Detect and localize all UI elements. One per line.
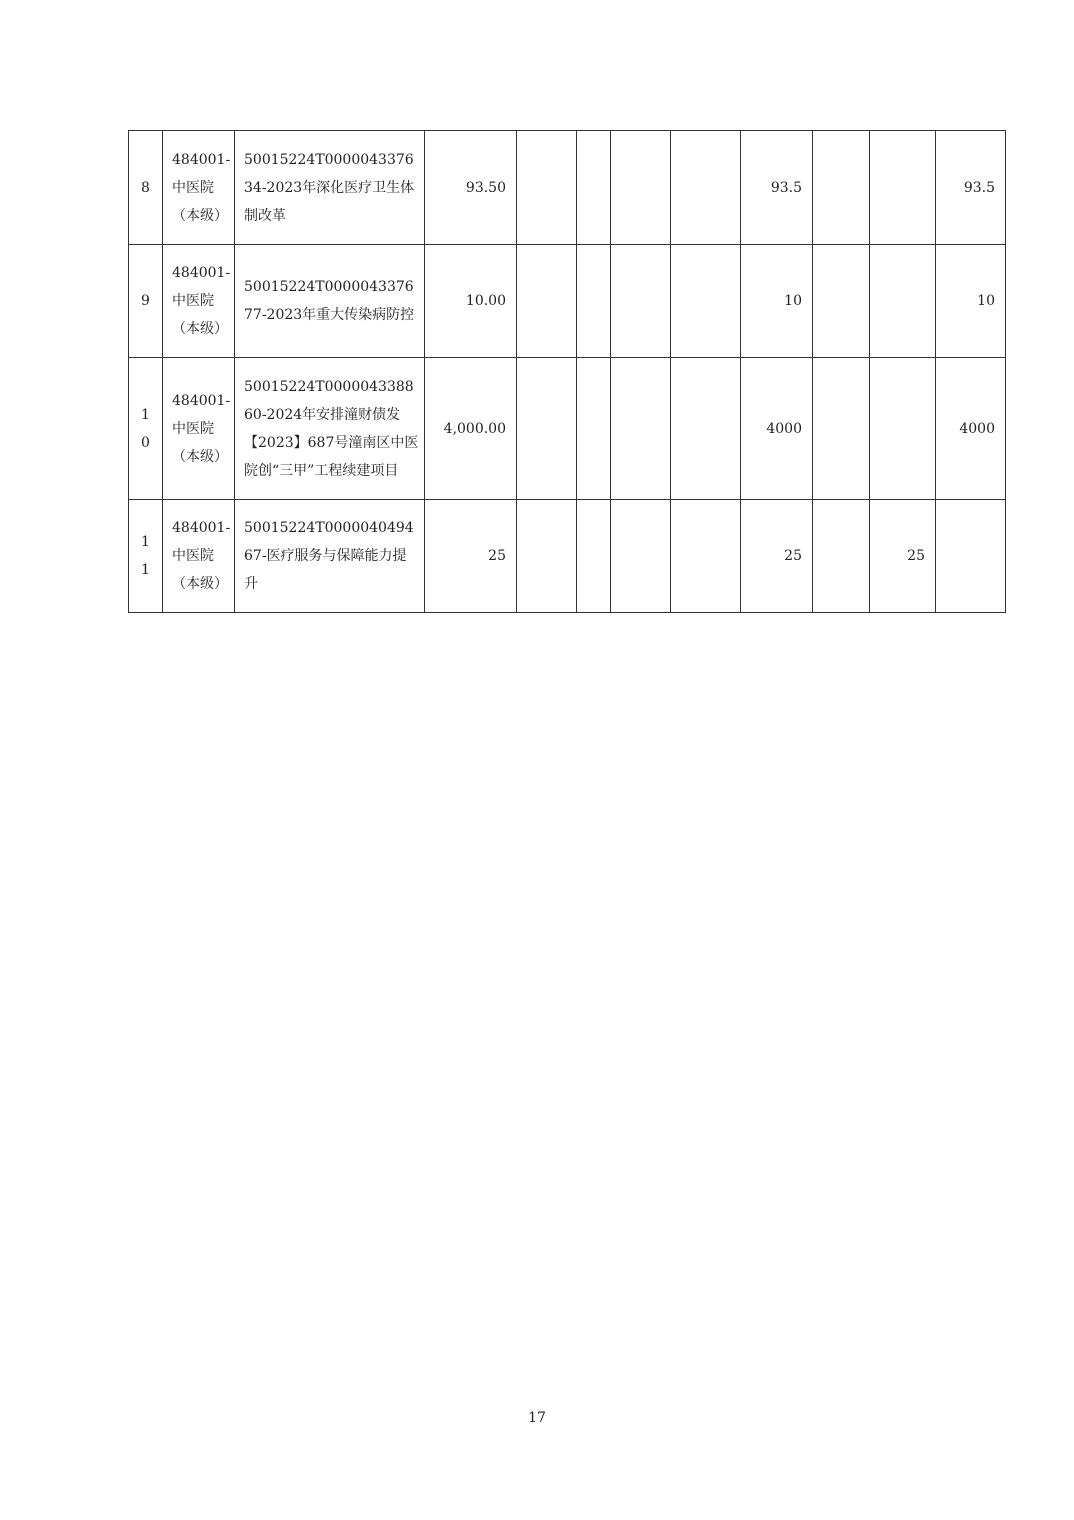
row-seq-cell bbox=[129, 245, 163, 358]
amount-cell bbox=[813, 131, 870, 245]
amount-cell bbox=[671, 500, 741, 613]
row-seq-digit: 1 bbox=[141, 534, 150, 550]
amount-cell bbox=[577, 500, 611, 613]
amount-cell bbox=[671, 245, 741, 358]
amount-cell: 10 bbox=[936, 245, 1006, 358]
table-row bbox=[129, 358, 1006, 500]
amount-cell: 93.5 bbox=[741, 131, 813, 245]
amount-cell bbox=[671, 358, 741, 500]
row-seq-digit: 1 bbox=[141, 406, 150, 423]
row-seq-cell bbox=[129, 358, 163, 500]
amount-cell: 93.50 bbox=[425, 131, 517, 245]
amount-cell bbox=[517, 358, 577, 500]
amount-cell bbox=[517, 245, 577, 358]
amount-cell bbox=[870, 245, 936, 358]
amount-cell: 25 bbox=[425, 500, 517, 613]
amount-cell bbox=[517, 131, 577, 245]
amount-cell bbox=[936, 500, 1006, 613]
project-name-cell: 50015224T000004338860-2024年安排潼财债发【2023】687号潼南区中医院创“三甲”工程续建项目 bbox=[235, 358, 425, 500]
table-row bbox=[129, 245, 1006, 358]
amount-cell: 4000 bbox=[936, 358, 1006, 500]
budget-project-table bbox=[128, 130, 1006, 613]
unit-name-cell: 484001-中医院（本级） bbox=[163, 500, 235, 613]
row-seq-digit: 1 bbox=[141, 562, 150, 578]
amount-cell bbox=[577, 358, 611, 500]
unit-name-cell: 484001-中医院（本级） bbox=[163, 358, 235, 500]
amount-cell bbox=[870, 358, 936, 500]
amount-cell bbox=[611, 245, 671, 358]
amount-cell bbox=[611, 131, 671, 245]
row-seq-digit: 8 bbox=[141, 179, 150, 196]
row-seq-cell bbox=[129, 500, 163, 613]
amount-cell bbox=[611, 500, 671, 613]
amount-cell: 10.00 bbox=[425, 245, 517, 358]
amount-cell: 25 bbox=[870, 500, 936, 613]
project-name-cell: 50015224T000004337677-2023年重大传染病防控 bbox=[235, 245, 425, 358]
amount-cell bbox=[577, 131, 611, 245]
table-row bbox=[129, 131, 1006, 245]
amount-cell bbox=[577, 245, 611, 358]
row-seq-cell bbox=[129, 131, 163, 245]
amount-cell bbox=[870, 131, 936, 245]
amount-cell bbox=[813, 245, 870, 358]
project-name-cell: 50015224T000004337634-2023年深化医疗卫生体制改革 bbox=[235, 131, 425, 245]
amount-cell: 10 bbox=[741, 245, 813, 358]
row-seq-digit: 0 bbox=[141, 434, 150, 451]
page-number: 17 bbox=[528, 1410, 546, 1426]
project-name-cell: 50015224T000004049467-医疗服务与保障能力提升 bbox=[235, 500, 425, 613]
amount-cell: 25 bbox=[741, 500, 813, 613]
row-seq-digit: 9 bbox=[141, 293, 150, 309]
unit-name-cell: 484001-中医院（本级） bbox=[163, 245, 235, 358]
amount-cell bbox=[611, 358, 671, 500]
table-row bbox=[129, 500, 1006, 613]
amount-cell: 4,000.00 bbox=[425, 358, 517, 500]
unit-name-cell: 484001-中医院（本级） bbox=[163, 131, 235, 245]
amount-cell: 93.5 bbox=[936, 131, 1006, 245]
amount-cell bbox=[813, 500, 870, 613]
amount-cell bbox=[517, 500, 577, 613]
amount-cell bbox=[671, 131, 741, 245]
budget-table-container bbox=[128, 130, 1006, 613]
amount-cell bbox=[813, 358, 870, 500]
amount-cell: 4000 bbox=[741, 358, 813, 500]
